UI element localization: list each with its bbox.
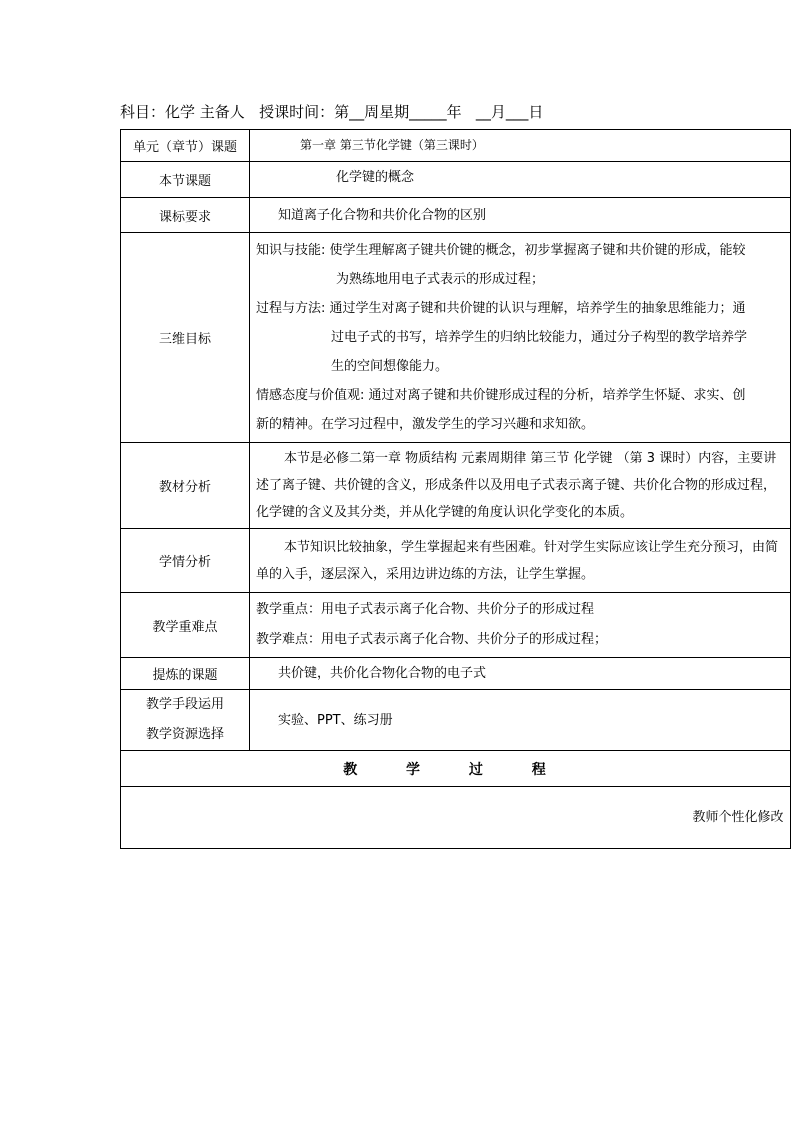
standard-value: 知道离子化合物和共价化合物的区别 — [278, 207, 487, 223]
row-process-title — [121, 751, 791, 787]
standard-label: 课标要求 — [121, 198, 250, 233]
unit-label: 单元（章节）课题 — [121, 130, 250, 162]
goals-line-7: 新的精神。在学习过程中，激发学生的学习兴趣和求知欲。 — [256, 417, 595, 432]
topic-label: 本节课题 — [121, 162, 250, 198]
row-process-body — [121, 787, 791, 849]
row-learner — [121, 529, 791, 593]
key-difficulty: 教学难点：用电子式表示离子化合物、共价分子的形成过程； — [256, 632, 608, 647]
learner-text: 本节知识比较抽象，学生掌握起来有些困难。针对学生实际应该让学生充分预习，由简单的入手，逐层深入，采用边讲边练的方法，让学生掌握。 — [250, 529, 791, 593]
goals-line-1: 知识与技能: 使学生理解离子键共价键的概念，初步掌握离子键和共价键的形成，能较 — [256, 243, 746, 258]
goals-line-5: 生的空间想像能力。 — [331, 359, 449, 374]
row-means — [121, 690, 791, 751]
process-inner-table — [121, 803, 790, 833]
material-text: 本节是必修二第一章 物质结构 元素周期律 第三节 化学键 （第 3 课时）内容，主要讲述了离子键、共价键的含义，形成条件以及用电子式表示离子键、共价化合物的形成过程，化学键的含义及其分类，并从化学键的角度认识化学变化的本质。 — [250, 443, 791, 529]
goals-line-4: 过电子式的书写，培养学生的归纳比较能力，通过分子构型的教学培养学 — [331, 330, 748, 345]
row-standard — [121, 198, 791, 233]
row-keypoints — [121, 593, 791, 658]
row-material — [121, 443, 791, 529]
material-label: 教材分析 — [121, 443, 250, 529]
row-goals — [121, 233, 791, 443]
goals-content — [250, 233, 791, 443]
goals-line-3: 过程与方法: 通过学生对离子键和共价键的认识与理解，培养学生的抽象思维能力；通 — [256, 301, 746, 316]
row-unit — [121, 130, 791, 162]
process-area — [121, 803, 686, 833]
goals-line-2: 为熟练地用电子式表示的形成过程； — [336, 272, 545, 287]
goals-label: 三维目标 — [121, 233, 250, 443]
row-topic — [121, 162, 791, 198]
lesson-plan-table — [120, 129, 791, 849]
goals-line-6: 情感态度与价值观: 通过对离子键和共价键形成过程的分析，培养学生怀疑、求实、创 — [256, 388, 746, 403]
row-refined — [121, 658, 791, 690]
learner-label: 学情分析 — [121, 529, 250, 593]
unit-value: 第一章 第三节化学键（第三课时） — [300, 138, 484, 152]
refined-label: 提炼的课题 — [121, 658, 250, 690]
means-label-1: 教学手段运用 — [145, 697, 224, 712]
means-value: 实验、PPT、练习册 — [278, 712, 393, 728]
topic-value: 化学键的概念 — [336, 170, 415, 185]
means-label-2: 教学资源选择 — [145, 727, 224, 742]
teacher-modification-label: 教师个性化修改 — [692, 809, 784, 825]
document-header: 科目：化学 主备人 授课时间：第__周星期_____年 __月___日 — [120, 103, 544, 121]
refined-value: 共价键，共价化合物化合物的电子式 — [278, 666, 487, 681]
keypoints-label: 教学重难点 — [121, 593, 250, 658]
key-focus: 教学重点：用电子式表示离子化合物、共价分子的形成过程 — [256, 602, 595, 617]
process-title: 教 学 过 程 — [121, 751, 791, 787]
